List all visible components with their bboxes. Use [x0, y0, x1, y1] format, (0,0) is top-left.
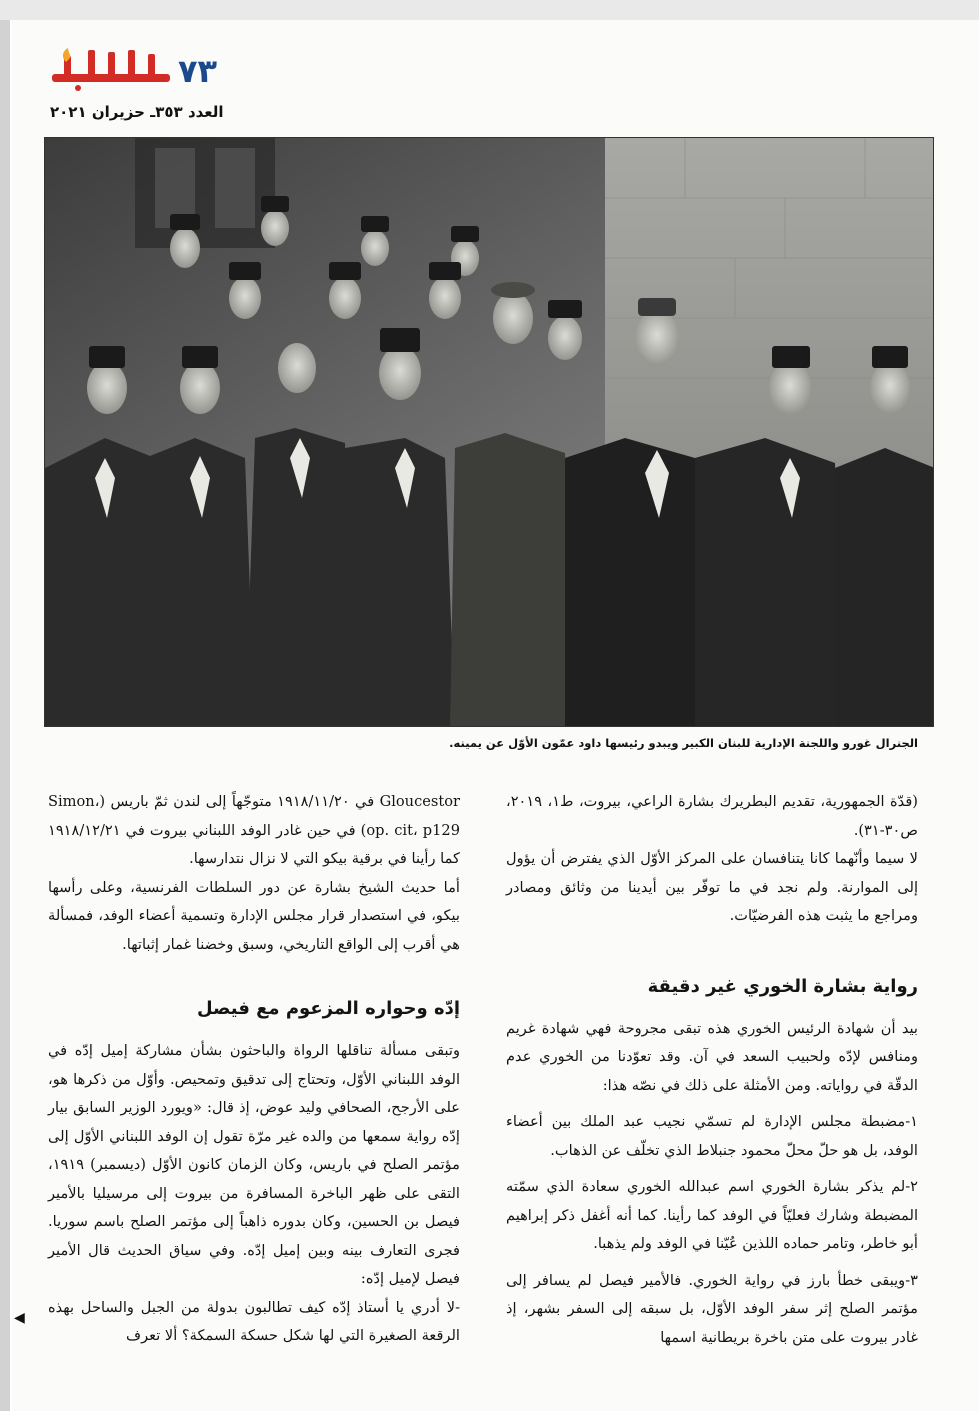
historical-photo — [44, 137, 934, 727]
logo-text: الامن — [50, 48, 53, 49]
paragraph: ٢-لم يذكر بشارة الخوري اسم عبدالله الخوري سعادة الذي سمّته المضبطة وشارك فعليّاً في الوفد كما رأينا. كما أنه أغفل ذكر إبراهيم أبو خاطر، وتامر حماده اللذين عُيّنا في الوفد ولم يذهبا. — [506, 1178, 918, 1252]
paragraph: (قدّة الجمهورية، تقديم البطريرك بشارة الراعي، بيروت، ط١، ٢٠١٩، ص٣٠-٣١). — [506, 793, 918, 839]
paragraph: ١-مضبطة مجلس الإدارة لم تسمّي نجيب عبد الملك بين أعضاء الوفد، بل هو حلّ محلّ محمود جنبلاط الذي تخلّف عن الذهاب. — [506, 1113, 918, 1159]
page-turn-arrow-icon: ◀ — [14, 1310, 25, 1326]
paragraph: بيد أن شهادة الرئيس الخوري هذه تبقى مجروحة فهي شهادة غريم ومنافس لإدّه ولحبيب السعد في آن. وقد تعوّدنا من الخوري عدم الدقّة في رواياته. ومن الأمثلة على ذلك في نصّه هذا: — [506, 1019, 918, 1094]
paragraph: وتبقى مسألة تناقلها الرواة والباحثون بشأن مشاركة إميل إدّه في الوفد اللبناني الأوّل، وتحتاج إلى تدقيق وتمحيص. وأوّل من ذكرها هو، على الأرجح، الصحافي وليد عوض، إذ قال: «ويورد الوزير السابق بيار إدّه رواية سمعها من والده غير مرّة تقول إن الوفد اللبناني الأوّل إلى مؤتمر الصلح في باريس، وكان الزمان كانون الأوّل (ديسمبر) ١٩١٩، التقى على ظهر الباخرة المسافرة من بيروت إلى مرسيليا بالأمير فيصل بن الحسين، وكان بدوره ذاهباً إلى مؤتمر الصلح باسم سوريا. فجرى التعارف بينه وبين إميل إدّه. وفي سياق الحديث قال الأمير فيصل لإميل إدّه: — [48, 1042, 460, 1287]
paragraph: -لا أدري يا أستاذ إدّه كيف تطالبون بدولة من الجبل والساحل بهذه الرقعة الصغيرة التي لها شكل حسكة السمكة؟ ألا تعرف — [48, 1298, 460, 1344]
magazine-logo — [50, 48, 172, 94]
issue-line: العدد ٣٥٣ـ حزيران ٢٠٢١ — [50, 103, 224, 121]
paragraph: ٣-ويبقى خطأ بارز في رواية الخوري. فالأمير فيصل لم يسافر إلى مؤتمر الصلح إثر سفر الوفد الأوّل، بل سبقه إلى السفر بشهر، إذ غادر بيروت على متن باخرة بريطانية اسمها — [506, 1271, 918, 1346]
page-number: ٧٣ — [178, 52, 218, 90]
photo-illustration — [45, 138, 934, 727]
section-heading: إدّه وحواره المزعوم مع فيصل — [196, 998, 460, 1019]
section-heading: رواية بشارة الخوري غير دقيقة — [647, 975, 918, 997]
paragraph: لا سيما وأنّهما كانا يتنافسان على المركز الأوّل الذي يفترض أن يؤول إلى الموارنة. ولم نجد في ما توفّر بين أيدينا من وثائق ومصادر ومراجع ما يثبت هذه الفرضيّات. — [506, 850, 918, 924]
text-column-right — [506, 788, 918, 1352]
photo-caption: الجنرال غورو واللجنة الإدارية للبنان الكبير ويبدو رئيسها داود عمّون الأوّل عن يمينه. — [449, 736, 918, 750]
paragraph: Gloucestor في ١٩١٨/١١/٢٠ متوجّهاً إلى لندن ثمّ باريس (Simon، op. cit، p129) في حين غادر الوفد اللبناني بيروت في ١٩١٨/١٢/٢١ كما رأينا في برقية بيكو التي لا نزال نتدارسها. — [48, 793, 460, 867]
paragraph: أما حديث الشيخ بشارة عن دور السلطات الفرنسية، وعلى رأسها بيكو، في استصدار قرار مجلس الإدارة وتسمية أعضاء الوفد، فمسألة هي أقرب إلى الواقع التاريخي، وسبق وخضنا غمار إثباتها. — [48, 878, 460, 953]
text-column-left — [48, 788, 460, 1351]
left-edge-strip — [0, 20, 10, 1411]
top-bar — [0, 0, 979, 20]
